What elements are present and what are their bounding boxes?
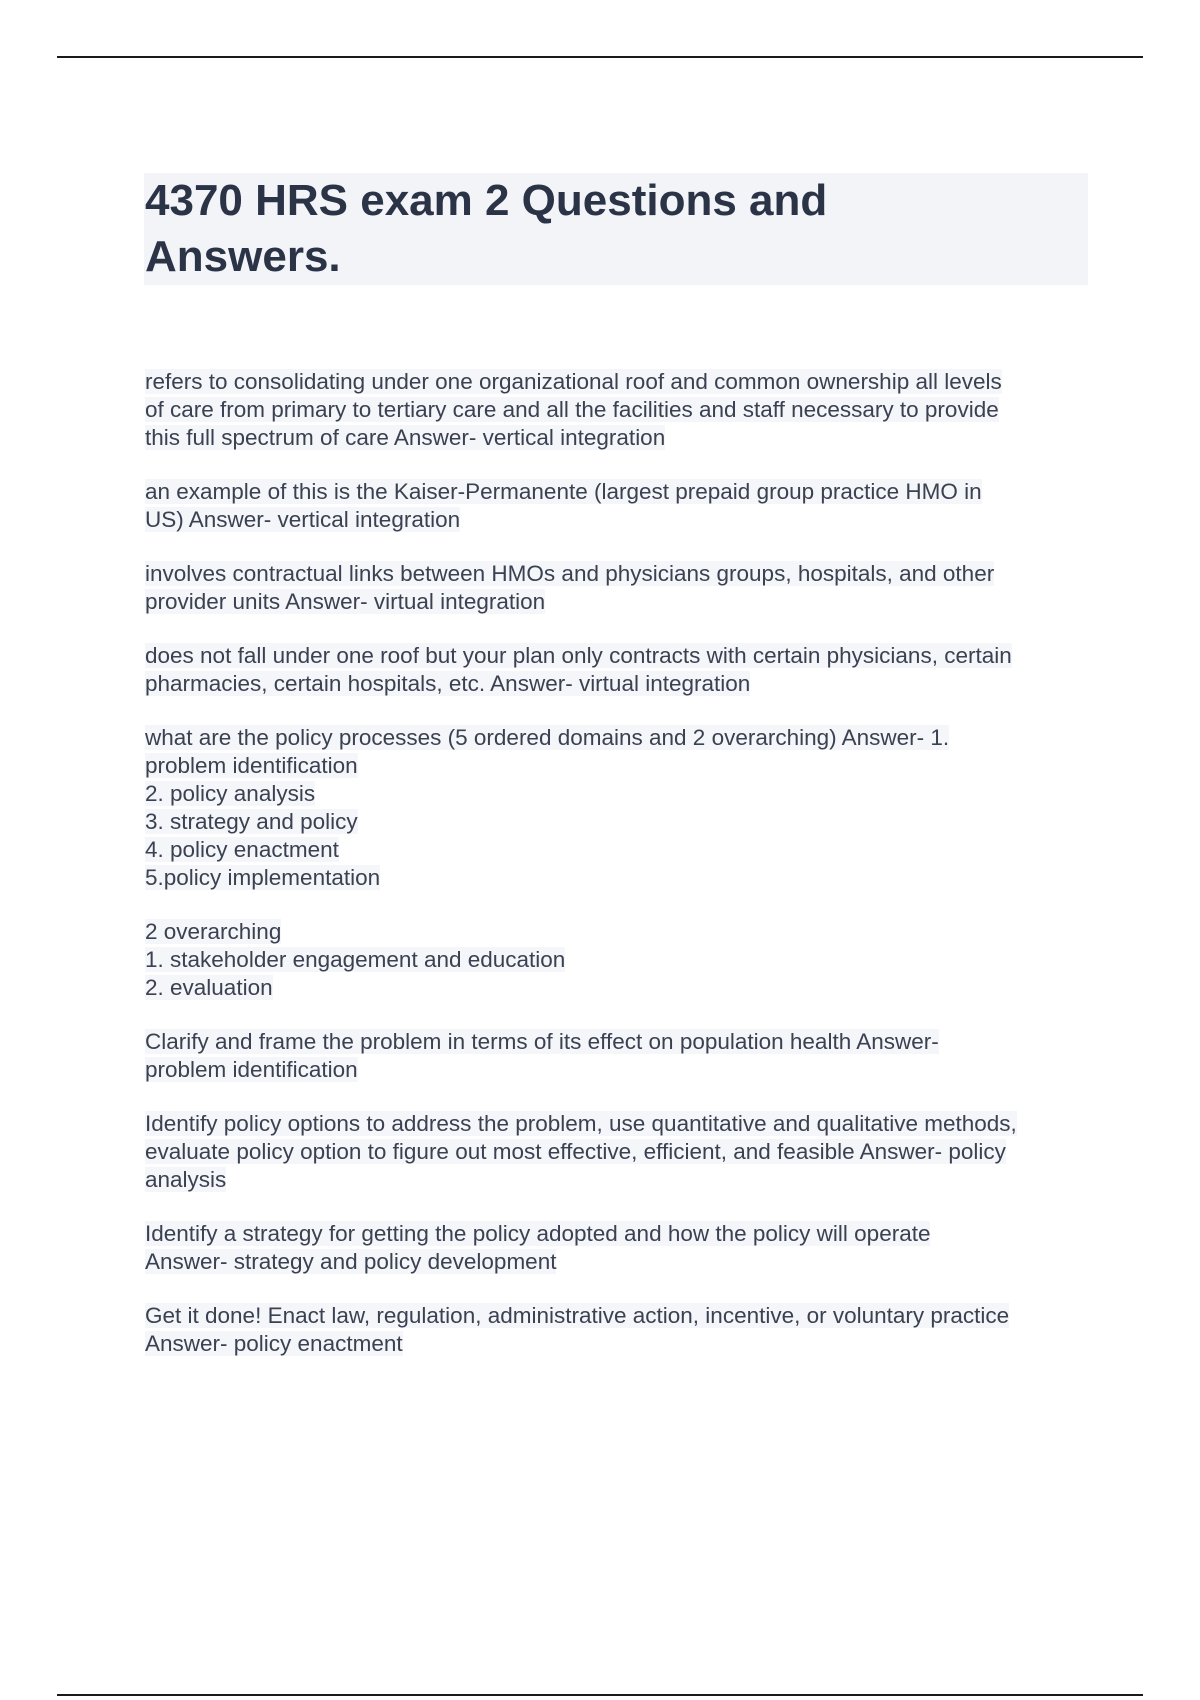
qa-line: 3. strategy and policy	[145, 809, 358, 834]
qa-line: of care from primary to tertiary care and all the facilities and staff necessary to provide	[145, 397, 999, 422]
qa-item-8	[145, 1110, 1090, 1194]
qa-line: this full spectrum of care Answer- vertical integration	[145, 425, 666, 450]
qa-line: Answer- strategy and policy development	[145, 1249, 557, 1274]
qa-line: evaluate policy option to figure out most effective, efficient, and feasible Answer- policy	[145, 1139, 1006, 1164]
qa-line: 2. evaluation	[145, 975, 273, 1000]
qa-line: 2 overarching	[145, 919, 282, 944]
qa-line: does not fall under one roof but your plan only contracts with certain physicians, certain	[145, 643, 1012, 668]
qa-line: 5.policy implementation	[145, 865, 381, 890]
qa-line: Clarify and frame the problem in terms of its effect on population health Answer-	[145, 1029, 939, 1054]
qa-item-4	[145, 642, 1090, 698]
qa-item-3	[145, 560, 1090, 616]
qa-list	[145, 368, 1090, 1384]
qa-line: Identify policy options to address the problem, use quantitative and qualitative methods,	[145, 1111, 1017, 1136]
qa-line: Identify a strategy for getting the policy adopted and how the policy will operate	[145, 1221, 931, 1246]
qa-line: an example of this is the Kaiser-Permanente (largest prepaid group practice HMO in	[145, 479, 982, 504]
qa-line: refers to consolidating under one organizational roof and common ownership all levels	[145, 369, 1002, 394]
bottom-rule	[57, 1694, 1143, 1696]
top-rule	[57, 56, 1143, 58]
qa-item-10	[145, 1302, 1090, 1358]
qa-item-7	[145, 1028, 1090, 1084]
qa-line: involves contractual links between HMOs and physicians groups, hospitals, and other	[145, 561, 995, 586]
qa-line: analysis	[145, 1167, 227, 1192]
title-line-2: Answers.	[145, 232, 341, 281]
qa-item-9	[145, 1220, 1090, 1276]
qa-line: pharmacies, certain hospitals, etc. Answer- virtual integration	[145, 671, 751, 696]
qa-line: 1. stakeholder engagement and education	[145, 947, 566, 972]
qa-item-5	[145, 724, 1090, 892]
qa-line: 4. policy enactment	[145, 837, 339, 862]
qa-line: US) Answer- vertical integration	[145, 507, 461, 532]
title-line-1: 4370 HRS exam 2 Questions and	[145, 176, 828, 225]
qa-line: provider units Answer- virtual integration	[145, 589, 546, 614]
qa-line: problem identification	[145, 1057, 358, 1082]
qa-line: Get it done! Enact law, regulation, administrative action, incentive, or voluntary practice	[145, 1303, 1010, 1328]
qa-line: 2. policy analysis	[145, 781, 316, 806]
qa-line: Answer- policy enactment	[145, 1331, 403, 1356]
qa-item-2	[145, 478, 1090, 534]
qa-line: what are the policy processes (5 ordered domains and 2 overarching) Answer- 1.	[145, 725, 950, 750]
page-title	[145, 173, 1045, 285]
qa-item-6	[145, 918, 1090, 1002]
qa-item-1	[145, 368, 1090, 452]
qa-line: problem identification	[145, 753, 358, 778]
